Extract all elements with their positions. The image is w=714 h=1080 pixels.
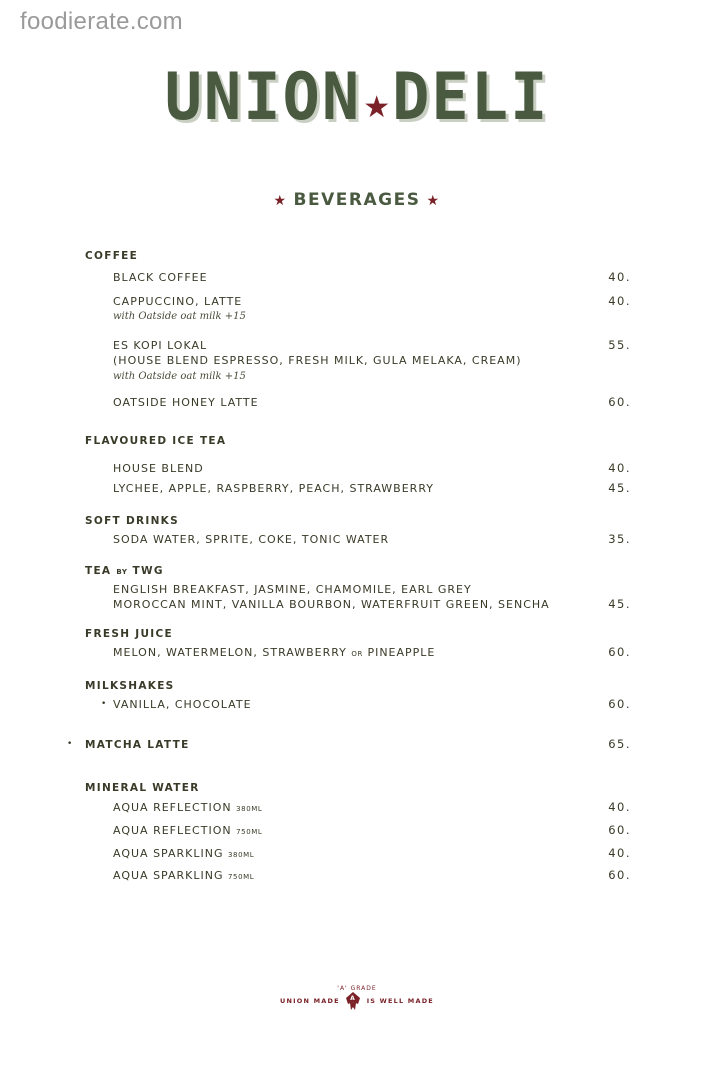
footer-tagline bbox=[0, 992, 714, 1010]
price-soda: 35. bbox=[608, 532, 631, 546]
item-juice-name-1: MELON, WATERMELON, STRAWBERRY bbox=[113, 646, 347, 659]
category-tea-twg bbox=[85, 565, 164, 577]
note-cappuccino: with Oatside oat milk +15 bbox=[113, 311, 246, 322]
item-soda: SODA WATER, SPRITE, COKE, TONIC WATER bbox=[113, 533, 390, 546]
item-name: AQUA SPARKLING bbox=[113, 847, 224, 860]
price-vanilla-chocolate: 60. bbox=[608, 697, 631, 711]
price-cappuccino: 40. bbox=[608, 294, 631, 308]
price-oatside: 60. bbox=[608, 395, 631, 409]
item-aqua-sparkling-380 bbox=[113, 846, 254, 863]
price-matcha: 65. bbox=[608, 737, 631, 751]
brand-logo bbox=[0, 60, 714, 133]
price-juice: 60. bbox=[608, 645, 631, 659]
bullet-icon: • bbox=[101, 699, 107, 709]
price-es-kopi: 55. bbox=[608, 338, 631, 352]
item-name: AQUA REFLECTION bbox=[113, 801, 232, 814]
brand-name-right: DELI bbox=[392, 58, 550, 135]
item-name: AQUA SPARKLING bbox=[113, 869, 224, 882]
category-milkshakes: MILKSHAKES bbox=[85, 680, 175, 692]
item-size: 380ML bbox=[236, 805, 263, 813]
price-aqua-sparkling-380: 40. bbox=[608, 846, 631, 860]
union-seal-icon bbox=[346, 992, 360, 1010]
note-es-kopi: with Oatside oat milk +15 bbox=[113, 371, 246, 382]
category-tea-twg-label: TWG bbox=[132, 565, 164, 577]
category-coffee: COFFEE bbox=[85, 250, 139, 262]
section-title bbox=[0, 190, 714, 210]
category-soft-drinks: SOFT DRINKS bbox=[85, 515, 179, 527]
item-vanilla-chocolate: VANILLA, CHOCOLATE bbox=[113, 698, 252, 711]
price-black-coffee: 40. bbox=[608, 270, 631, 284]
item-oatside: OATSIDE HONEY LATTE bbox=[113, 396, 259, 409]
item-twg-line-2: MOROCCAN MINT, VANILLA BOURBON, WATERFRUIT GREEN, SENCHA bbox=[113, 598, 550, 611]
item-juice-name-2: PINEAPPLE bbox=[367, 646, 436, 659]
item-twg-line-1: ENGLISH BREAKFAST, JASMINE, CHAMOMILE, EARL GREY bbox=[113, 583, 472, 596]
footer-tagline-left: UNION MADE bbox=[280, 997, 340, 1005]
footer-tagline-right: IS WELL MADE bbox=[366, 997, 434, 1005]
category-fresh-juice: FRESH JUICE bbox=[85, 628, 173, 640]
price-aqua-reflection-750: 60. bbox=[608, 823, 631, 837]
price-twg: 45. bbox=[608, 597, 631, 611]
bullet-icon: • bbox=[67, 739, 73, 749]
category-matcha-latte: MATCHA LATTE bbox=[85, 739, 190, 751]
footer-grade: 'A' GRADE bbox=[337, 985, 377, 992]
price-aqua-sparkling-750: 60. bbox=[608, 868, 631, 882]
svg-text:A: A bbox=[350, 995, 357, 1002]
item-aqua-reflection-750 bbox=[113, 823, 262, 840]
item-size: 750ML bbox=[227, 873, 255, 881]
category-tea-label: TEA bbox=[85, 565, 112, 577]
category-flavoured-ice-tea: FLAVOURED ICE TEA bbox=[85, 435, 227, 447]
watermark: foodierate.com bbox=[20, 8, 183, 35]
item-aqua-sparkling-750 bbox=[113, 868, 254, 885]
item-es-kopi-detail: (HOUSE BLEND ESPRESSO, FRESH MILK, GULA MELAKA, CREAM) bbox=[113, 354, 522, 367]
star-icon: ★ bbox=[273, 193, 288, 209]
item-house-blend: HOUSE BLEND bbox=[113, 462, 204, 475]
price-house-blend: 40. bbox=[608, 461, 631, 475]
item-cappuccino: CAPPUCCINO, LATTE bbox=[113, 295, 243, 308]
item-size: 380ML bbox=[227, 851, 255, 859]
category-tea-by: BY bbox=[116, 568, 128, 576]
footer-seal bbox=[0, 985, 714, 1010]
item-juice-or: OR bbox=[351, 650, 363, 658]
brand-name-left: UNION bbox=[164, 58, 362, 135]
brand-star-icon: ★ bbox=[363, 90, 391, 125]
item-name: AQUA REFLECTION bbox=[113, 824, 232, 837]
item-es-kopi: ES KOPI LOKAL bbox=[113, 339, 208, 352]
category-mineral-water: MINERAL WATER bbox=[85, 782, 200, 794]
item-aqua-reflection-380 bbox=[113, 800, 262, 817]
item-lychee: LYCHEE, APPLE, RASPBERRY, PEACH, STRAWBERRY bbox=[113, 482, 434, 495]
item-size: 750ML bbox=[236, 828, 263, 836]
price-lychee: 45. bbox=[608, 481, 631, 495]
price-aqua-reflection-380: 40. bbox=[608, 800, 631, 814]
item-juice bbox=[113, 645, 435, 662]
section-title-text: BEVERAGES bbox=[293, 190, 421, 210]
star-icon: ★ bbox=[426, 193, 441, 209]
item-black-coffee: BLACK COFFEE bbox=[113, 271, 208, 284]
